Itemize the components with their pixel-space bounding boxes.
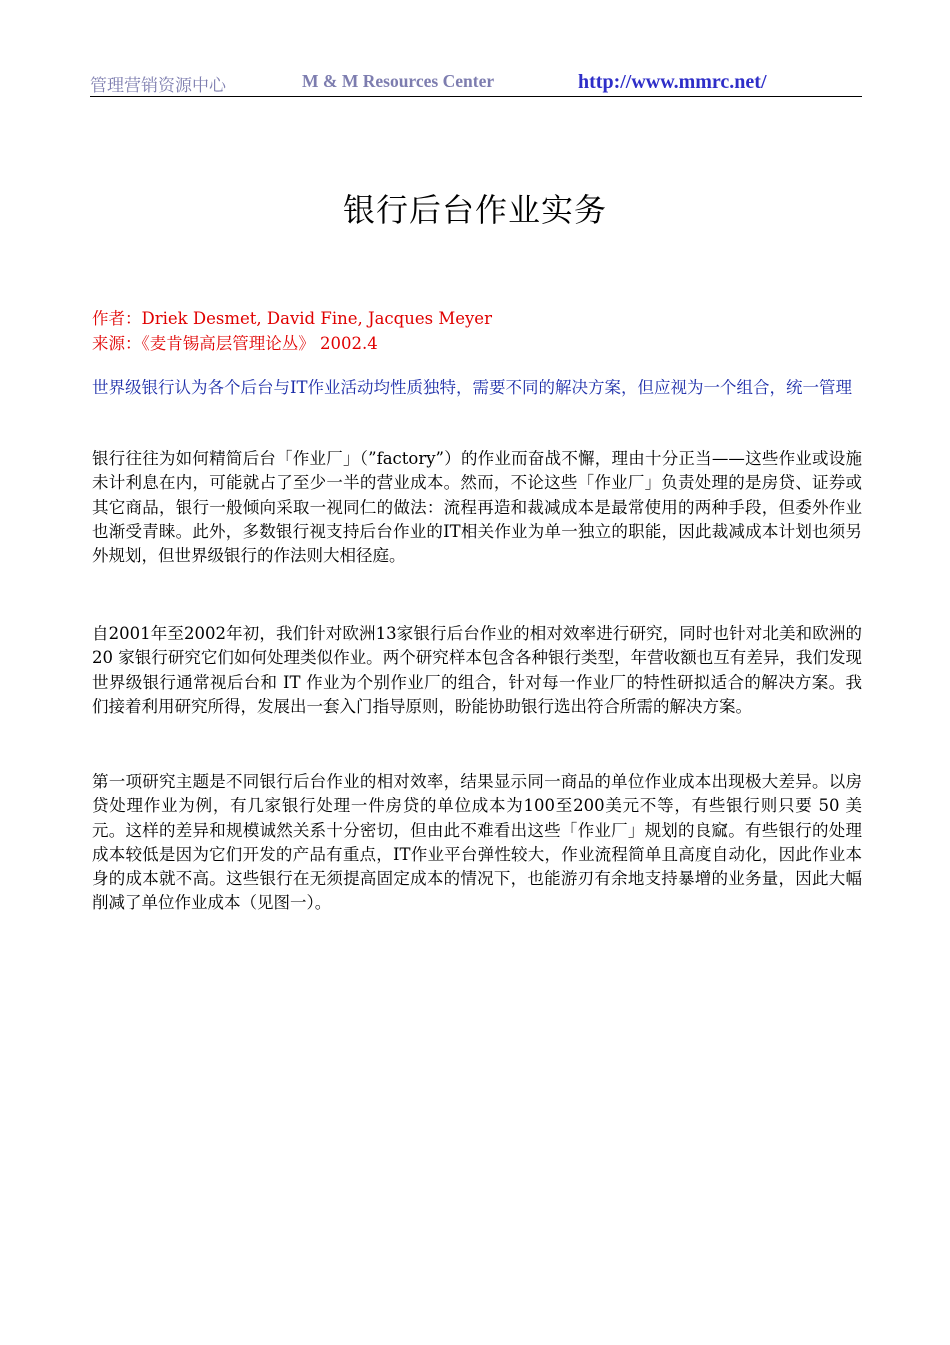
header-org-name-en: M & M Resources Center	[302, 71, 495, 91]
page-header	[90, 68, 862, 97]
author-line: 作者：Driek Desmet, David Fine, Jacques Meyer	[92, 309, 492, 328]
body-paragraph-3: 第一项研究主题是不同银行后台作业的相对效率，结果显示同一商品的单位作业成本出现极大差异。以房贷处理作业为例，有几家银行处理一件房贷的单位成本为100至200美元不等，有些银行则只要 50 美元。这样的差异和规模诚然关系十分密切，但由此不难看出这些「作业厂」规划的良窳。有些银行的处理成本较低是因为它们开发的产品有重点，IT作业平台弹性较大，作业流程简单且高度自动化，因此作业本身的成本就不高。这些银行在无须提高固定成本的情况下，也能游刃有余地支持暴增的业务量，因此大幅削减了单位作业成本（见图一）。	[92, 772, 862, 913]
article-summary: 世界级银行认为各个后台与IT作业活动均性质独特，需要不同的解决方案，但应视为一个组合，统一管理	[92, 378, 853, 397]
header-org-name-cn: 管理营销资源中心	[90, 76, 226, 96]
article-title: 银行后台作业实务	[342, 191, 607, 229]
body-paragraph-1: 银行往往为如何精简后台「作业厂」（”factory”）的作业而奋战不懈，理由十分正当——这些作业或设施未计利息在内，可能就占了至少一半的营业成本。然而，不论这些「作业厂」负责处理的是房贷、证券或其它商品，银行一般倾向采取一视同仁的做法：流程再造和裁减成本是最常使用的两种手段，但委外作业也渐受青睐。此外，多数银行视支持后台作业的IT相关作业为单一独立的职能，因此裁减成本计划也须另外规划，但世界级银行的作法则大相径庭。	[92, 449, 862, 566]
header-website-link[interactable]: http://www.mmrc.net/	[578, 71, 767, 93]
source-line: 来源：《麦肯锡高层管理论丛》 2002.4	[92, 334, 378, 353]
body-paragraph-2: 自2001年至2002年初，我们针对欧洲13家银行后台作业的相对效率进行研究，同时也针对北美和欧洲的 20 家银行研究它们如何处理类似作业。两个研究样本包含各种银行类型，年营收额也互有差异，我们发现世界级银行通常视后台和 IT 作业为个别作业厂的组合，针对每一作业厂的特性研拟适合的解决方案。我们接着利用研究所得，发展出一套入门指导原则，盼能协助银行选出符合所需的解决方案。	[92, 624, 862, 716]
